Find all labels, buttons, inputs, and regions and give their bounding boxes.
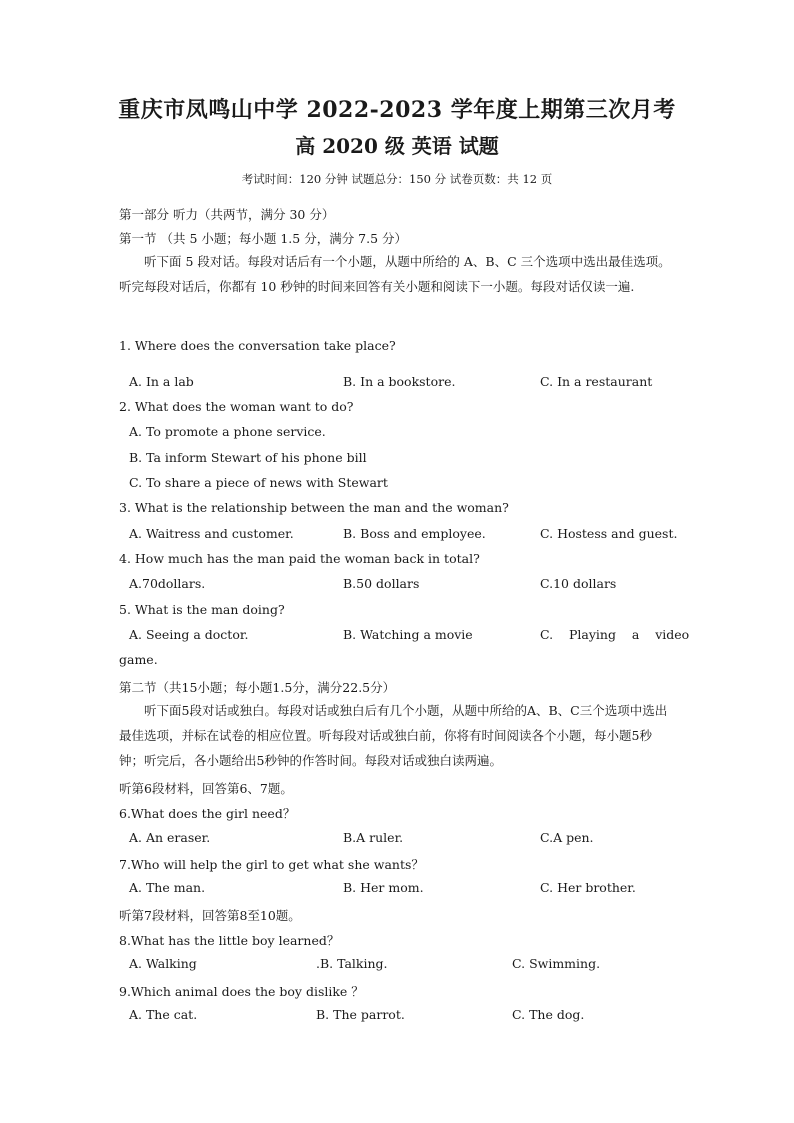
question-7-option-b[interactable]: B. Her mom. [343, 880, 424, 895]
question-6-option-c[interactable]: C.A pen. [540, 830, 594, 845]
exam-title: 重庆市凤鸣山中学 2022-2023 学年度上期第三次月考 [118, 97, 676, 123]
exam-subtitle: 高 2020 级 英语 试题 [295, 134, 499, 158]
question-4-option-a[interactable]: A.70dollars. [129, 576, 206, 591]
question-6-stem: 6.What does the girl need？ [119, 806, 296, 821]
question-7-stem: 7.Who will help the girl to get what she wants？ [119, 857, 424, 872]
question-5-option-c-wrap: game. [119, 652, 158, 667]
section1-heading: 第一节 （共 5 小题；每小题 1.5 分，满分 7.5 分） [119, 231, 408, 246]
question-1-option-b[interactable]: B. In a bookstore. [343, 374, 456, 389]
question-7-option-c[interactable]: C. Her brother. [540, 880, 636, 895]
question-9-option-a[interactable]: A. The cat. [129, 1007, 198, 1022]
question-8-option-a[interactable]: A. Walking [129, 956, 197, 971]
question-1-stem: 1. Where does the conversation take place? [119, 338, 396, 353]
question-2-option-b[interactable]: B. Ta inform Stewart of his phone bill [129, 450, 367, 465]
question-5-option-b[interactable]: B. Watching a movie [343, 627, 473, 642]
question-4-option-c[interactable]: C.10 dollars [540, 576, 617, 591]
question-1-option-a[interactable]: A. In a lab [129, 374, 194, 389]
question-9-option-b[interactable]: B. The parrot. [316, 1007, 405, 1022]
question-8-option-b[interactable]: .B. Talking. [316, 956, 388, 971]
question-9-stem: 9.Which animal does the boy dislike ？ [119, 984, 364, 999]
question-6-option-a[interactable]: A. An eraser. [129, 830, 211, 845]
section2-heading: 第二节（共15小题；每小题1.5分，满分22.5分） [119, 680, 396, 695]
exam-meta: 考试时间：120 分钟 试题总分：150 分 试卷页数：共 12 页 [241, 172, 553, 186]
question-8-stem: 8.What has the little boy learned？ [119, 933, 340, 948]
question-4-option-b[interactable]: B.50 dollars [343, 576, 420, 591]
question-5-option-a[interactable]: A. Seeing a doctor. [129, 627, 249, 642]
question-8-option-c[interactable]: C. Swimming. [512, 956, 601, 971]
question-2-stem: 2. What does the woman want to do? [119, 399, 354, 414]
question-3-stem: 3. What is the relationship between the man and the woman? [119, 500, 509, 515]
part1-heading: 第一部分 听力（共两节，满分 30 分） [119, 207, 335, 222]
question-7-option-a[interactable]: A. The man. [129, 880, 206, 895]
question-2-option-a[interactable]: A. To promote a phone service. [129, 424, 326, 439]
question-3-option-b[interactable]: B. Boss and employee. [343, 526, 486, 541]
section1-instructions: 听下面 5 段对话。每段对话后有一个小题，从题中所给的 A、B、C 三个选项中选出最佳选项。听完每段对话后，你都有 10 秒钟的时间来回答有关小题和阅读下一小题。每段对话仅读一遍. [119, 254, 671, 294]
question-1-option-c[interactable]: C. In a restaurant [540, 374, 653, 389]
question-4-stem: 4. How much has the man paid the woman back in total? [119, 551, 480, 566]
question-3-option-c[interactable]: C. Hostess and guest. [540, 526, 678, 541]
material6-note: 听第6段材料，回答第6、7题。 [119, 781, 293, 796]
question-5-option-c[interactable]: C. Playing a video [540, 627, 690, 642]
question-2-option-c[interactable]: C. To share a piece of news with Stewart [129, 475, 388, 490]
material7-note: 听第7段材料，回答第8至10题。 [119, 908, 301, 923]
question-5-stem: 5. What is the man doing? [119, 602, 285, 617]
question-6-option-b[interactable]: B.A ruler. [343, 830, 404, 845]
section2-instructions: 听下面5段对话或独白。每段对话或独白后有几个小题，从题中所给的A、B、C三个选项中选出最佳选项，并标在试卷的相应位置。听每段对话或独白前，你将有时间阅读各个小题，每小题5秒钟；听完后，各小题给出5秒钟的作答时间。每段对话或独白读两遍。 [119, 703, 668, 768]
question-9-option-c[interactable]: C. The dog. [512, 1007, 585, 1022]
question-3-option-a[interactable]: A. Waitress and customer. [129, 526, 294, 541]
